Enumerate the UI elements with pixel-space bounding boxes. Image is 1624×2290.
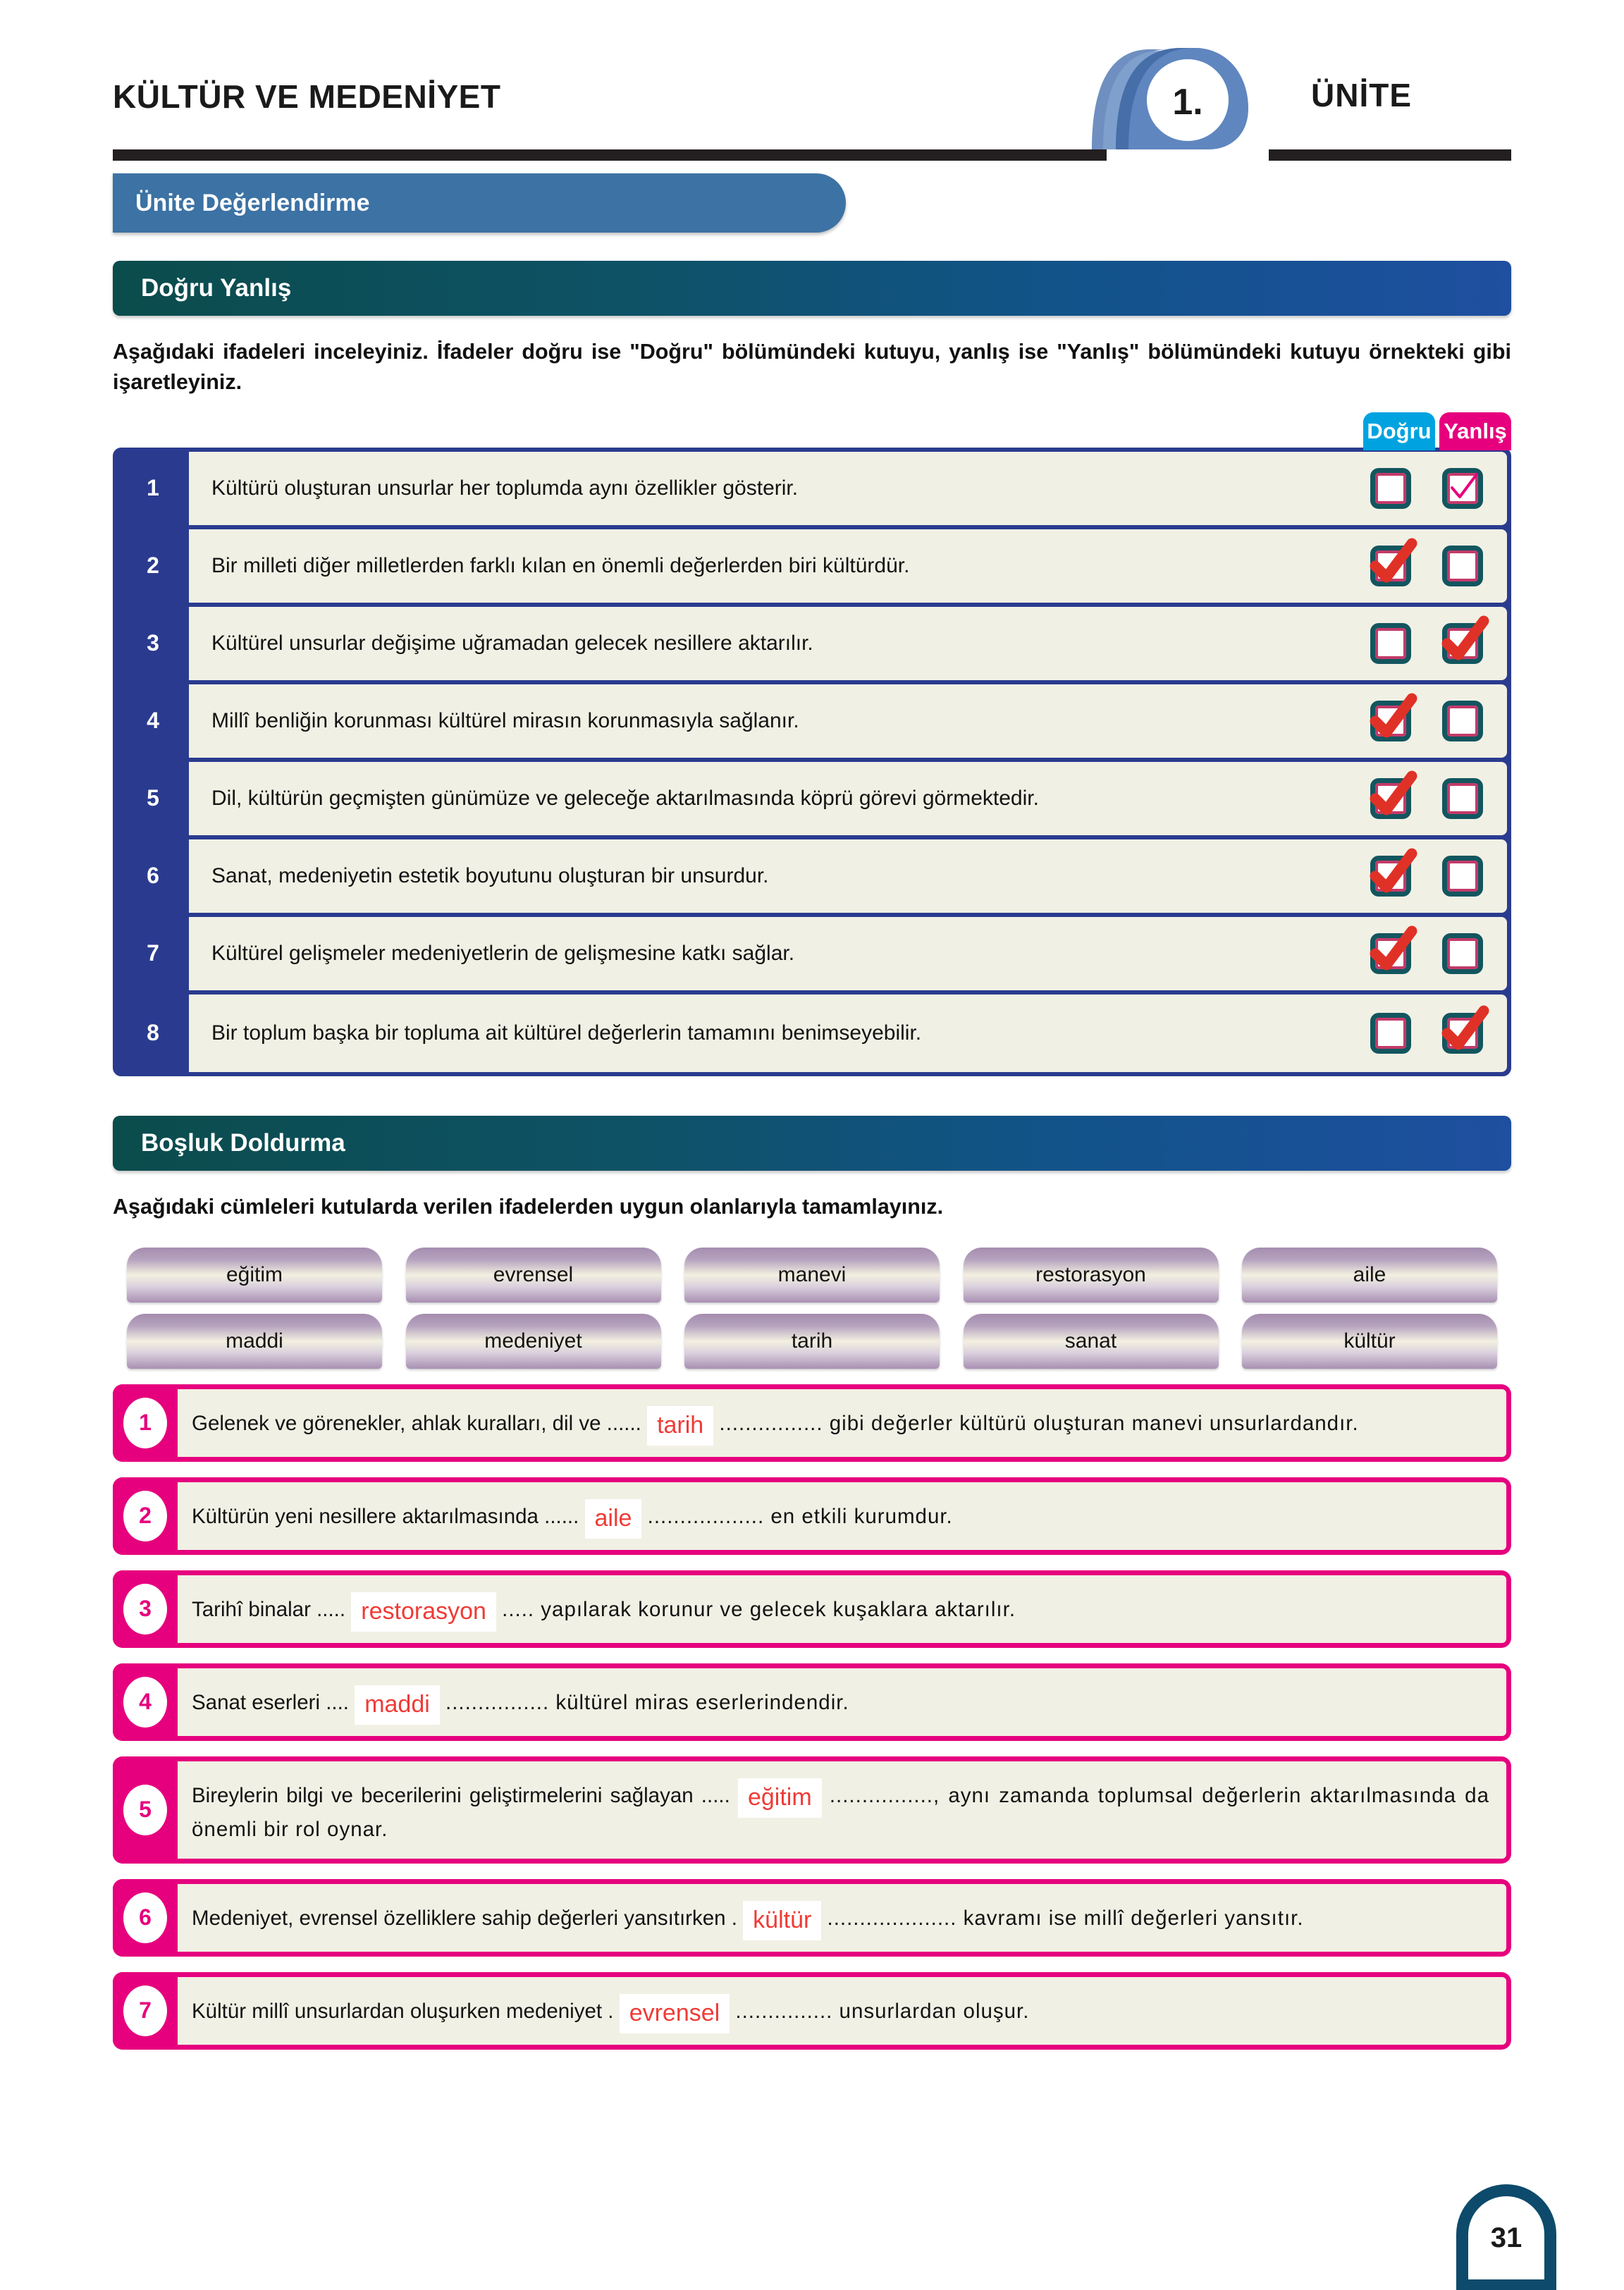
fill-sentence <box>192 1775 1489 1845</box>
fill-row-body <box>178 1479 1509 1553</box>
fill-row-number-wrap <box>113 1879 178 1957</box>
statement-text: Bir milleti diğer milletlerden farklı kılan en önemli değerlerden biri kültürdür. <box>211 554 910 578</box>
column-tab-yanlis: Yanlış <box>1439 412 1511 450</box>
sentence-before: Gelenek ve görenekler, ahlak kuralları, dil ve ...... <box>192 1411 641 1435</box>
fill-row-number: 2 <box>123 1491 167 1541</box>
checkbox-yanlis[interactable] <box>1442 856 1483 897</box>
sentence-before: Medeniyet, evrensel özelliklere sahip değerleri yansıtırken . <box>192 1906 737 1930</box>
fill-sentence <box>192 1496 1489 1536</box>
sentence-before: Sanat eserleri .... <box>192 1690 349 1714</box>
fill-row-number-wrap <box>113 1663 178 1741</box>
fill-row-number-wrap <box>113 1756 178 1864</box>
fill-row-number-wrap <box>113 1477 178 1555</box>
sentence-before: Tarihî binalar ..... <box>192 1597 346 1621</box>
section-title-true-false: Doğru Yanlış <box>141 274 292 302</box>
fill-sentence <box>192 1898 1489 1938</box>
instruction-fill-blanks: Aşağıdaki cümleleri kutularda verilen ifadelerden uygun olanlarıyla tamamlayınız. <box>113 1194 944 1219</box>
table-row <box>117 529 1507 607</box>
sentence-before: Bireylerin bilgi ve becerilerini geliştirmelerini sağlayan ..... <box>192 1783 730 1807</box>
header-divider <box>113 149 1511 161</box>
row-number: 1 <box>117 452 189 525</box>
word-bank-chip[interactable]: tarih <box>684 1314 940 1369</box>
fill-sentence <box>192 1589 1489 1629</box>
fill-blank-row <box>113 1570 1511 1648</box>
unit-number-text: 1. <box>1172 82 1203 123</box>
fill-row-number-wrap <box>113 1570 178 1648</box>
fill-row-body <box>178 1386 1509 1460</box>
fill-row-number: 5 <box>123 1785 167 1835</box>
row-body <box>189 607 1507 680</box>
blank-answer[interactable]: restorasyon <box>351 1592 496 1632</box>
sentence-before: Kültür millî unsurlardan oluşurken medeniyet . <box>192 1999 614 2023</box>
unit-evaluation-tab <box>113 173 846 233</box>
word-bank-chip[interactable]: maddi <box>127 1314 382 1369</box>
fill-row-number: 7 <box>123 1986 167 2036</box>
word-bank-chip[interactable]: aile <box>1242 1248 1497 1303</box>
fill-blank-question-list <box>113 1384 1511 2050</box>
sentence-after: ............... unsurlardan oluşur. <box>735 1999 1030 2023</box>
true-false-column-tabs <box>113 411 1511 450</box>
blank-answer[interactable]: eğitim <box>738 1778 822 1818</box>
word-bank-chip[interactable]: evrensel <box>406 1248 661 1303</box>
checkbox-dogru[interactable] <box>1370 623 1411 664</box>
fill-row-number-wrap <box>113 1384 178 1462</box>
statement-text: Bir toplum başka bir topluma ait kültürel değerlerin tamamını benimseyebilir. <box>211 1021 922 1045</box>
blank-answer[interactable]: evrensel <box>620 1994 730 2033</box>
sentence-after: .................... kavramı ise millî değerleri yansıtır. <box>827 1906 1304 1930</box>
section-header-true-false <box>113 261 1511 316</box>
fill-blank-row <box>113 1477 1511 1555</box>
checkbox-yanlis[interactable] <box>1442 701 1483 741</box>
section-title-fill-blanks: Boşluk Doldurma <box>141 1128 345 1157</box>
word-bank-row-1 <box>127 1248 1497 1303</box>
row-number: 6 <box>117 839 189 913</box>
fill-sentence <box>192 1682 1489 1722</box>
fill-blank-row <box>113 1384 1511 1462</box>
table-row <box>117 995 1507 1072</box>
checkbox-dogru[interactable] <box>1370 546 1411 586</box>
word-bank-chip[interactable]: medeniyet <box>406 1314 661 1369</box>
table-row <box>117 917 1507 995</box>
page-title: KÜLTÜR VE MEDENİYET <box>113 78 501 115</box>
checkbox-dogru[interactable] <box>1370 856 1411 897</box>
checkbox-dogru[interactable] <box>1370 1013 1411 1054</box>
row-checkboxes <box>1370 468 1493 509</box>
checkbox-yanlis[interactable] <box>1442 468 1483 509</box>
sentence-after: ................ gibi değerler kültürü oluşturan manevi unsurlardandır. <box>719 1411 1359 1435</box>
row-checkboxes <box>1370 856 1493 897</box>
unit-label: ÜNİTE <box>1311 77 1412 113</box>
table-row <box>117 607 1507 684</box>
row-checkboxes <box>1370 701 1493 741</box>
checkbox-yanlis[interactable] <box>1442 933 1483 974</box>
row-number: 5 <box>117 762 189 835</box>
fill-row-number-wrap <box>113 1972 178 2050</box>
row-body <box>189 529 1507 603</box>
page-header <box>113 62 1511 168</box>
fill-row-body <box>178 1666 1509 1739</box>
fill-row-body <box>178 1974 1509 2048</box>
row-number: 4 <box>117 684 189 758</box>
statement-text: Kültürü oluşturan unsurlar her toplumda aynı özellikler gösterir. <box>211 476 799 500</box>
fill-blank-row <box>113 1756 1511 1864</box>
checkbox-dogru[interactable] <box>1370 701 1411 741</box>
fill-row-body <box>178 1572 1509 1646</box>
word-bank <box>127 1248 1497 1369</box>
row-checkboxes <box>1370 778 1493 819</box>
row-number: 8 <box>117 995 189 1072</box>
fill-row-body <box>178 1881 1509 1954</box>
checkbox-dogru[interactable] <box>1370 933 1411 974</box>
checkbox-yanlis[interactable] <box>1442 778 1483 819</box>
sentence-after: ................, aynı zamanda toplumsal değerlerin aktarılmasında da önemli bir rol oynar. <box>192 1783 1489 1841</box>
word-bank-chip[interactable]: kültür <box>1242 1314 1497 1369</box>
checkbox-yanlis[interactable] <box>1442 546 1483 586</box>
checkbox-dogru[interactable] <box>1370 468 1411 509</box>
sentence-before: Kültürün yeni nesillere aktarılmasında ...... <box>192 1504 579 1528</box>
fill-row-number: 4 <box>123 1677 167 1728</box>
row-checkboxes <box>1370 623 1493 664</box>
row-body <box>189 762 1507 835</box>
fill-row-number: 6 <box>123 1892 167 1943</box>
sentence-after: .................. en etkili kurumdur. <box>647 1504 953 1528</box>
fill-sentence <box>192 1403 1489 1443</box>
row-checkboxes <box>1370 1013 1493 1054</box>
checkbox-yanlis[interactable] <box>1442 623 1483 664</box>
instruction-true-false: Aşağıdaki ifadeleri inceleyiniz. İfadeler doğru ise "Doğru" bölümündeki kutuyu, yanlış ise "Yanlış" bölümündeki kutuyu örnekteki gibi işaretleyiniz. <box>113 340 1511 395</box>
blank-answer[interactable]: maddi <box>355 1685 440 1725</box>
word-bank-chip[interactable]: manevi <box>684 1248 940 1303</box>
true-false-table <box>113 448 1511 1076</box>
word-bank-row-2 <box>127 1314 1497 1369</box>
fill-row-number: 3 <box>123 1584 167 1635</box>
row-body <box>189 917 1507 990</box>
page-number-badge <box>1456 2184 1556 2290</box>
row-number: 2 <box>117 529 189 603</box>
page-number-text: 31 <box>1468 2196 1544 2279</box>
row-body <box>189 452 1507 525</box>
row-checkboxes <box>1370 546 1493 586</box>
blank-answer[interactable]: kültür <box>743 1901 821 1940</box>
fill-row-body <box>178 1759 1509 1861</box>
word-bank-chip[interactable]: eğitim <box>127 1248 382 1303</box>
sentence-after: ..... yapılarak korunur ve gelecek kuşaklara aktarılır. <box>502 1597 1016 1621</box>
statement-text: Kültürel unsurlar değişime uğramadan gelecek nesillere aktarılır. <box>211 632 813 655</box>
row-body <box>189 839 1507 913</box>
unit-spiral-logo <box>1082 44 1265 149</box>
section-header-fill-blanks <box>113 1116 1511 1171</box>
statement-text: Millî benliğin korunması kültürel mirasın korunmasıyla sağlanır. <box>211 709 799 733</box>
statement-text: Sanat, medeniyetin estetik boyutunu oluşturan bir unsurdur. <box>211 864 769 888</box>
statement-text: Dil, kültürün geçmişten günümüze ve geleceğe aktarılmasında köprü görevi görmektedir. <box>211 787 1039 811</box>
row-number: 7 <box>117 917 189 990</box>
fill-blank-row <box>113 1879 1511 1957</box>
column-tab-dogru: Doğru <box>1363 412 1435 450</box>
fill-row-number: 1 <box>123 1398 167 1448</box>
table-row <box>117 762 1507 839</box>
row-body <box>189 995 1507 1072</box>
table-row <box>117 684 1507 762</box>
fill-blank-row <box>113 1972 1511 2050</box>
header-divider-notch <box>1107 149 1269 161</box>
blank-answer[interactable]: tarih <box>647 1406 713 1446</box>
blank-answer[interactable]: aile <box>585 1499 642 1539</box>
table-row <box>117 839 1507 917</box>
fill-blank-row <box>113 1663 1511 1741</box>
checkbox-dogru[interactable] <box>1370 778 1411 819</box>
sentence-after: ................ kültürel miras eserlerindendir. <box>445 1690 849 1714</box>
word-bank-chip[interactable]: sanat <box>964 1314 1219 1369</box>
row-checkboxes <box>1370 933 1493 974</box>
table-row <box>117 452 1507 529</box>
row-number: 3 <box>117 607 189 680</box>
checkbox-yanlis[interactable] <box>1442 1013 1483 1054</box>
word-bank-chip[interactable]: restorasyon <box>964 1248 1219 1303</box>
unit-evaluation-label: Ünite Değerlendirme <box>135 189 370 216</box>
row-body <box>189 684 1507 758</box>
statement-text: Kültürel gelişmeler medeniyetlerin de gelişmesine katkı sağlar. <box>211 942 795 966</box>
fill-sentence <box>192 1991 1489 2031</box>
